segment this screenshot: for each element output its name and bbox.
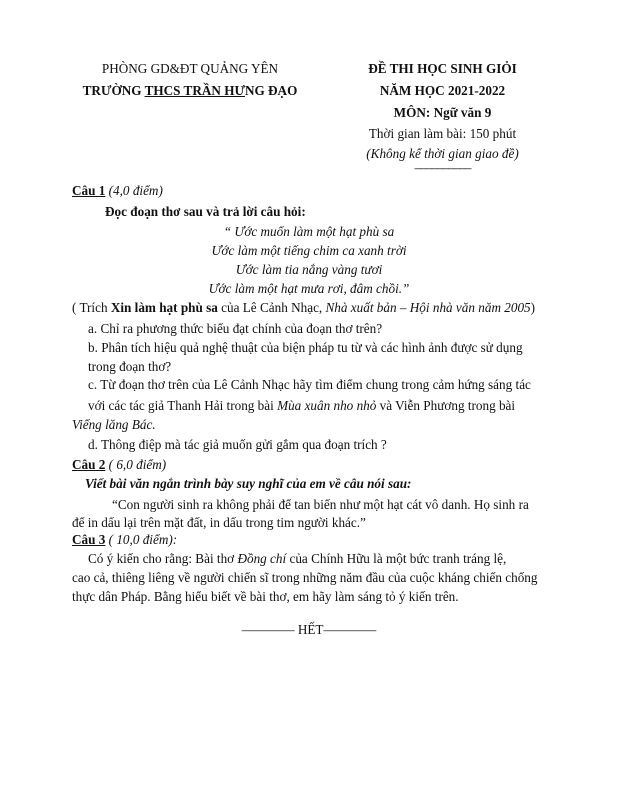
q3-points: ( 10,0 điểm): bbox=[108, 532, 178, 547]
time-note: (Không kể thời gian giao đề) bbox=[366, 146, 519, 162]
time-limit: Thời gian làm bài: 150 phút bbox=[368, 126, 517, 142]
q1-points: (4,0 điểm) bbox=[108, 183, 163, 198]
q1-item-d: d. Thông điệp mà tác giả muốn gửi gắm qua đoạn trích ? bbox=[88, 437, 387, 452]
department-name: PHÒNG GD&ĐT QUẢNG YÊN bbox=[101, 61, 279, 76]
q3-label: Câu 3 bbox=[72, 532, 106, 547]
q1-heading bbox=[72, 182, 163, 200]
q3-line-1: Có ý kiến cho rằng: Bài thơ Đồng chí của Chính Hữu là một bức tranh tráng lệ, bbox=[88, 551, 507, 566]
q1-instruction: Đọc đoạn thơ sau và trả lời câu hỏi: bbox=[105, 204, 306, 219]
poem-line-3: Ước làm tia nắng vàng tươi bbox=[235, 262, 383, 277]
school-year: NĂM HỌC 2021-2022 bbox=[379, 82, 506, 98]
school-name: TRƯỜNG THCS TRẦN HƯNG ĐẠO bbox=[82, 82, 298, 98]
end-marker: –––––––– HẾT–––––––– bbox=[241, 622, 377, 637]
source-title: Xin làm hạt phù sa bbox=[110, 300, 218, 315]
q2-points: ( 6,0 điểm) bbox=[108, 457, 167, 472]
q1-item-b-cont: trong đoạn thơ? bbox=[88, 359, 172, 374]
work-vieng-lang: Viếng lăng Bác. bbox=[72, 417, 156, 432]
q2-instruction: Viết bài văn ngắn trình bày suy nghĩ của em về câu nói sau: bbox=[85, 476, 412, 491]
exam-header bbox=[330, 60, 555, 177]
subject-line: MÔN: Ngữ văn 9 bbox=[393, 104, 492, 120]
work-dong-chi: Đồng chí bbox=[237, 551, 287, 566]
q3-heading bbox=[72, 531, 177, 549]
q2-label: Câu 2 bbox=[72, 457, 106, 472]
q3-line-3: thực dân Pháp. Bằng hiểu biết về bài thơ, em hãy làm sáng tỏ ý kiến trên. bbox=[72, 589, 459, 604]
poem-source: ( Trích Xin làm hạt phù sa của Lê Cảnh Nhạc, Nhà xuất bản – Hội nhà văn năm 2005) bbox=[72, 300, 536, 315]
q1-item-a: a. Chỉ ra phương thức biểu đạt chính của đoạn thơ trên? bbox=[88, 321, 383, 336]
exam-title: ĐỀ THI HỌC SINH GIỎI bbox=[368, 61, 517, 76]
q2-quote-line-1: “Con người sinh ra không phải để tan biến như một hạt cát vô danh. Họ sinh ra bbox=[112, 497, 529, 512]
poem-line-2: Ước làm một tiếng chim ca xanh trời bbox=[211, 243, 407, 258]
q1-item-b: b. Phân tích hiệu quả nghệ thuật của biện pháp tu từ và các hình ảnh được sử dụng bbox=[88, 340, 523, 355]
q1-item-c: c. Từ đoạn thơ trên của Lê Cảnh Nhạc hãy tìm điểm chung trong cảm hứng sáng tác bbox=[88, 377, 531, 392]
q1-item-c-cont: với các tác giả Thanh Hải trong bài Mùa xuân nho nhỏ và Viễn Phương trong bài bbox=[88, 398, 516, 413]
poem-line-4: Ước làm một hạt mưa rơi, đâm chồi.” bbox=[208, 281, 410, 296]
school-header bbox=[70, 60, 310, 100]
work-mua-xuan: Mùa xuân nho nhỏ bbox=[277, 398, 377, 413]
q2-quote-line-2: để in dấu lại trên mặt đất, in dấu trong tim người khác.” bbox=[72, 515, 366, 530]
q1-label: Câu 1 bbox=[72, 183, 106, 198]
q2-heading bbox=[72, 456, 166, 474]
header-rule: –––––––––– bbox=[414, 160, 471, 176]
q3-line-2: cao cả, thiêng liêng về người chiến sĩ trong những năm đầu của cuộc kháng chiến chống bbox=[72, 570, 538, 585]
poem-line-1: “ Ước muốn làm một hạt phù sa bbox=[223, 224, 395, 239]
source-publisher: Nhà xuất bản – Hội nhà văn năm 2005 bbox=[325, 300, 531, 315]
